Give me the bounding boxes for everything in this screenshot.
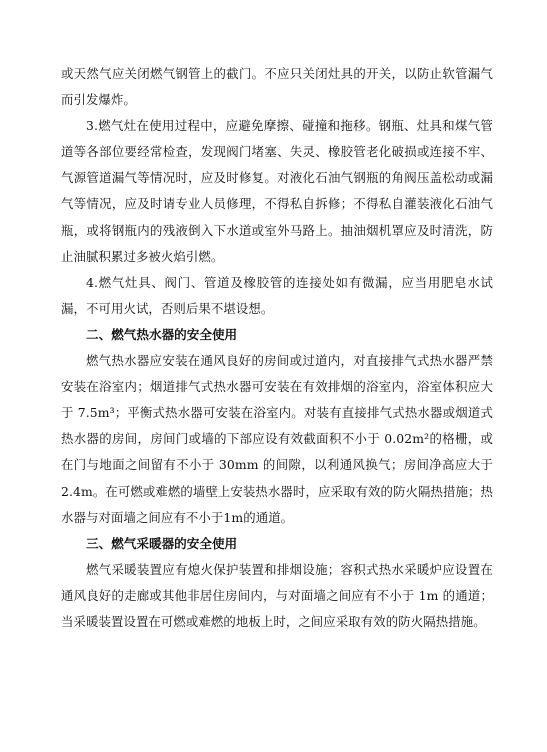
paragraph-space-heater-installation: 燃气采暖装置应有熄火保护装置和排烟设施；容积式热水采暖炉应设置在通风良好的走廊或其他非居住房间内，与对面墙之间应有不小于 1m 的通道；当采暖装置设置在可燃或难燃的地板上时，之间应采取有效的防火隔热措施。 — [61, 561, 493, 629]
paragraph-water-heater-installation: 燃气热水器应安装在通风良好的房间或过道内，对直接排气式热水器严禁安装在浴室内；烟道排气式热水器可安装在有效排烟的浴室内，浴室体积应大于 7.5m³；平衡式热水器可安装在浴室内。对装有直接排气式热水器或烟道式热水器的房间，房间门或墙的下部应设有效截面积不小于 0.02m²的格栅，或在门与地面之间留有不小于 30mm 的间隙，以利通风换气；房间净高应大于 2.4m。在可燃或难燃的墙壁上安装热水器时，应采取有效的防火隔热措施；热水器与对面墙之间应有不小于1m的通道。 — [61, 353, 493, 525]
paragraph-gas-valve-closing: 或天然气应关闭燃气钢管上的截门。不应只关闭灶具的开关，以防止软管漏气而引发爆炸。 — [61, 66, 493, 108]
paragraph-stove-maintenance: 3.燃气灶在使用过程中，应避免摩擦、碰撞和拖移。钢瓶、灶具和煤气管道等各部位要经常检查，发现阀门堵塞、失灵、橡胶管老化破损或连接不牢、气源管道漏气等情况时，应及时修复。对液化石油气钢瓶的角阀压盖松动或漏气等情况，应及时请专业人员修理，不得私自拆修；不得私自灌装液化石油气瓶，或将钢瓶内的残液倒入下水道或室外马路上。抽油烟机罩应及时清洗，防止油腻积累过多被火焰引燃。 — [61, 118, 493, 264]
document-page — [61, 61, 493, 635]
section-heading-space-heater: 三、燃气采暖器的安全使用 — [86, 535, 238, 551]
paragraph-leak-testing: 4.燃气灶具、阀门、管道及橡胶管的连接处如有微漏，应当用肥皂水试漏，不可用火试，否则后果不堪设想。 — [61, 274, 493, 316]
section-heading-water-heater: 二、燃气热水器的安全使用 — [86, 326, 238, 342]
